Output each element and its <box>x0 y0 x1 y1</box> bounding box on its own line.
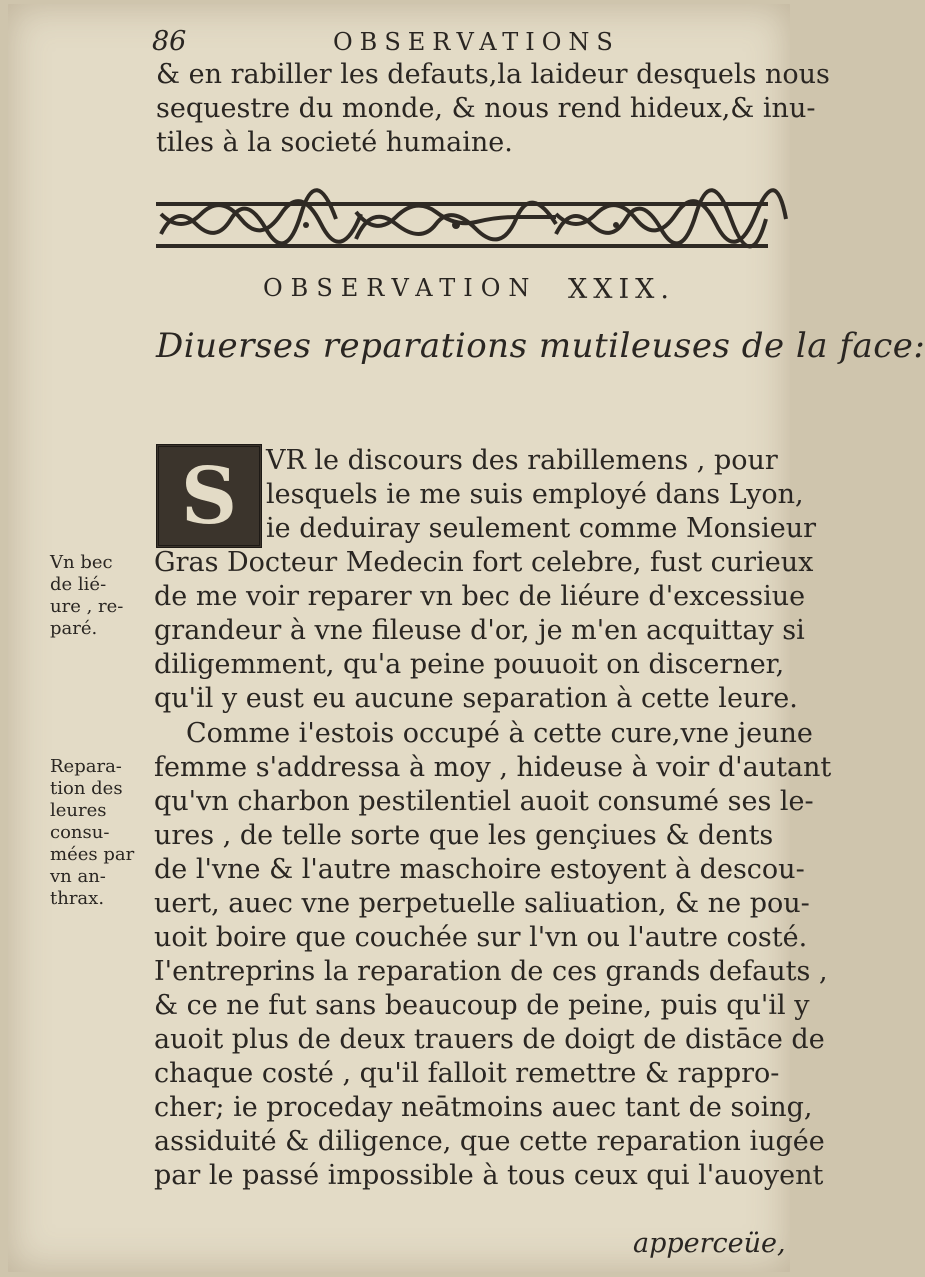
observation-number: XXIX. <box>568 274 675 305</box>
text-line: de me voir reparer vn bec de liéure d'excessiue <box>154 581 806 612</box>
margin-note-reparation-leures: Repara- tion des leures consu- mées par vn an- thrax. <box>50 756 135 909</box>
text-line: uert, auec vne perpetuelle saliuation, & ne pou- <box>154 888 810 919</box>
page-number: 86 <box>152 26 187 57</box>
text-line: tiles à la societé humaine. <box>156 127 513 158</box>
text-line: & ce ne fut sans beaucoup de peine, puis qu'il y <box>154 990 810 1021</box>
observation-heading: OBSERVATION <box>263 274 538 302</box>
text-line: ures , de telle sorte que les gençiues & dents <box>154 820 774 851</box>
observation-subtitle: Diuerses reparations mutileuses de la face: <box>156 326 925 366</box>
text-line: cher; ie proceday neātmoins auec tant de soing, <box>154 1092 813 1123</box>
margin-note-bec-de-lieure: Vn bec de lié- ure , re- paré. <box>50 552 124 639</box>
text-line: qu'il y eust eu aucune separation à cette leure. <box>154 683 798 714</box>
text-line: I'entreprins la reparation de ces grands defauts , <box>154 956 828 987</box>
text-line: femme s'addressa à moy , hideuse à voir d'autant <box>154 752 832 783</box>
text-line: VR le discours des rabillemens , pour <box>266 445 778 476</box>
text-line: ie deduiray seulement comme Monsieur <box>266 513 817 544</box>
text-line: Comme i'estois occupé à cette cure,vne jeune <box>186 718 813 749</box>
text-line: uoit boire que couchée sur l'vn ou l'autre costé. <box>154 922 808 953</box>
text-line: sequestre du monde, & nous rend hideux,& inu- <box>156 93 816 124</box>
text-line: & en rabiller les defauts,la laideur desquels nous <box>156 59 830 90</box>
text-line: auoit plus de deux trauers de doigt de distāce de <box>154 1024 825 1055</box>
text-line: lesquels ie me suis employé dans Lyon, <box>266 479 804 510</box>
drop-cap: S <box>156 444 262 548</box>
text-line: par le passé impossible à tous ceux qui l'auoyent <box>154 1160 824 1191</box>
text-line: grandeur à vne fileuse d'or, je m'en acquittay si <box>154 615 805 646</box>
text-line: Gras Docteur Medecin fort celebre, fust curieux <box>154 547 814 578</box>
running-head: OBSERVATIONS <box>333 28 620 56</box>
headpiece-ornament-icon <box>156 194 768 256</box>
text-line: de l'vne & l'autre maschoire estoyent à descou- <box>154 854 805 885</box>
book-page <box>8 4 925 1272</box>
text-line: chaque costé , qu'il falloit remettre & rappro- <box>154 1058 780 1089</box>
text-line: assiduité & diligence, que cette reparation iugée <box>154 1126 825 1157</box>
catchword: apperceüe, <box>633 1228 786 1259</box>
text-line: qu'vn charbon pestilentiel auoit consumé ses le- <box>154 786 814 817</box>
text-line: diligemment, qu'a peine pouuoit on discerner, <box>154 649 785 680</box>
